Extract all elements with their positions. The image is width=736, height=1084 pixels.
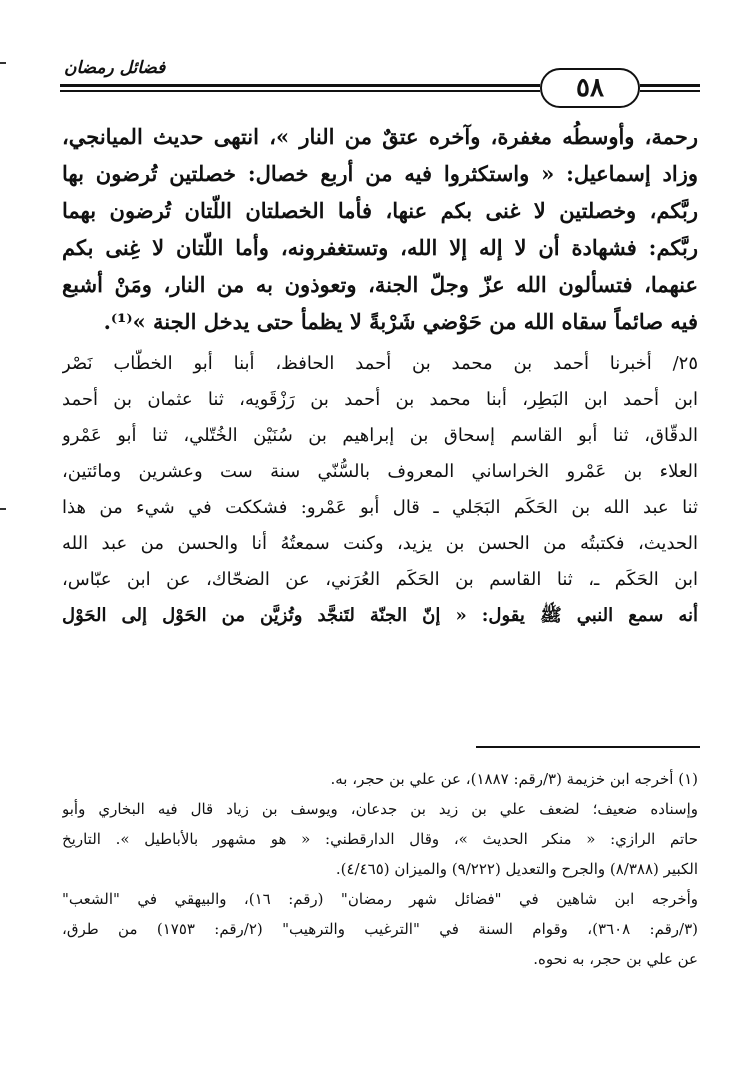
page-number: ٥٨ — [540, 68, 640, 108]
text-line: ثنا عبد الله بن الحَكَم البَجَلي ـ قال أبو عَمْرو: فشككت في شيء من هذا — [62, 497, 698, 518]
footnote-line: وإسناده ضعيف؛ لضعف علي بن زيد بن جدعان، ويوسف بن زياد قال فيه البخاري وأبو — [62, 800, 698, 818]
text-line: ربَّكم، وخصلتين لا غنى بكم عنها، فأما الخصلتان اللّتان تُرضون بهما — [62, 198, 698, 223]
header-rule — [60, 84, 540, 87]
footnote-line: (١) أخرجه ابن خزيمة (٣/رقم: ١٨٨٧)، عن علي بن حجر، به. — [330, 770, 698, 788]
header-rule-thin — [60, 90, 540, 92]
text-line: العلاء بن عَمْرو الخراساني المعروف بالسُّنّي سنة ست وعشرين ومائتين، — [62, 461, 698, 482]
text-line: الحديث، فكتبتُه من الحسن بن يزيد، وكنت سمعتُهُ أنا والحسن من عبد الله — [62, 533, 698, 554]
footnote-line: عن علي بن حجر، به نحوه. — [533, 950, 698, 968]
text-line: رحمة، وأوسطُه مغفرة، وآخره عتقٌ من النار »، انتهى حديث الميانجي، — [62, 124, 698, 149]
header-rule-right-thin — [640, 90, 700, 92]
text-line: ابن الحَكَم ـ، ثنا القاسم بن الحَكَم العُرَني، عن الضحّاك، عن ابن عبّاس، — [62, 569, 698, 590]
footnote-line: الكبير (٨/٣٨٨) والجرح والتعديل (٩/٢٢٢) والميزان (٤/٤٦٥). — [335, 860, 698, 878]
footnotes — [62, 764, 698, 974]
text-line: الدقّاق، ثنا أبو القاسم إسحاق بن إبراهيم بن سُنَيْن الخُتّلي، ثنا أبو عَمْرو — [62, 425, 698, 446]
text-line: ابن أحمد ابن البَطِر، أبنا محمد بن أحمد بن رَزْقَويه، ثنا عثمان بن أحمد — [62, 389, 698, 410]
footnote-line: وأخرجه ابن شاهين في "فضائل شهر رمضان" (رقم: ١٦)، والبيهقي في "الشعب" — [62, 890, 698, 908]
running-header-title: فضائل رمضان — [64, 58, 166, 78]
margin-mark — [0, 508, 6, 510]
footnote-separator — [476, 746, 700, 748]
footnote-line: (٣/رقم: ٣٦٠٨)، وقوام السنة في "الترغيب والترهيب" (٢/رقم: ١٧٥٣) من طرق، — [62, 920, 698, 938]
text-line: عنهما، فتسألون الله عزّ وجلّ الجنة، وتعوذون به من النار، ومَنْ أشبع — [62, 272, 698, 297]
header-rule-right — [640, 84, 700, 87]
text-line: ربَّكم: فشهادة أن لا إله إلا الله، وتستغفرونه، وأما اللّتان لا غِنى بكم — [62, 235, 698, 260]
text-line: ٢٥/ أخبرنا أحمد بن محمد بن أحمد الحافظ، أبنا أبو الخطّاب نَصْر — [62, 353, 698, 374]
text-line: أنه سمع النبي ﷺ يقول: « إنّ الجنّة لتَنجَّد وتُزيَّن من الحَوْل إلى الحَوْل — [62, 605, 698, 626]
main-text — [62, 118, 698, 634]
margin-mark — [0, 62, 6, 64]
text-line: فيه صائماً سقاه الله من حَوْضي شَرْبةً لا يظمأ حتى يدخل الجنة »⁽¹⁾. — [103, 309, 698, 334]
footnote-line: حاتم الرازي: « منكر الحديث »، وقال الدارقطني: « هو مشهور بالأباطيل ». التاريخ — [62, 830, 698, 848]
text-line: وزاد إسماعيل: « واستكثروا فيه من أربع خصال: خصلتين تُرضون بها — [62, 161, 698, 186]
